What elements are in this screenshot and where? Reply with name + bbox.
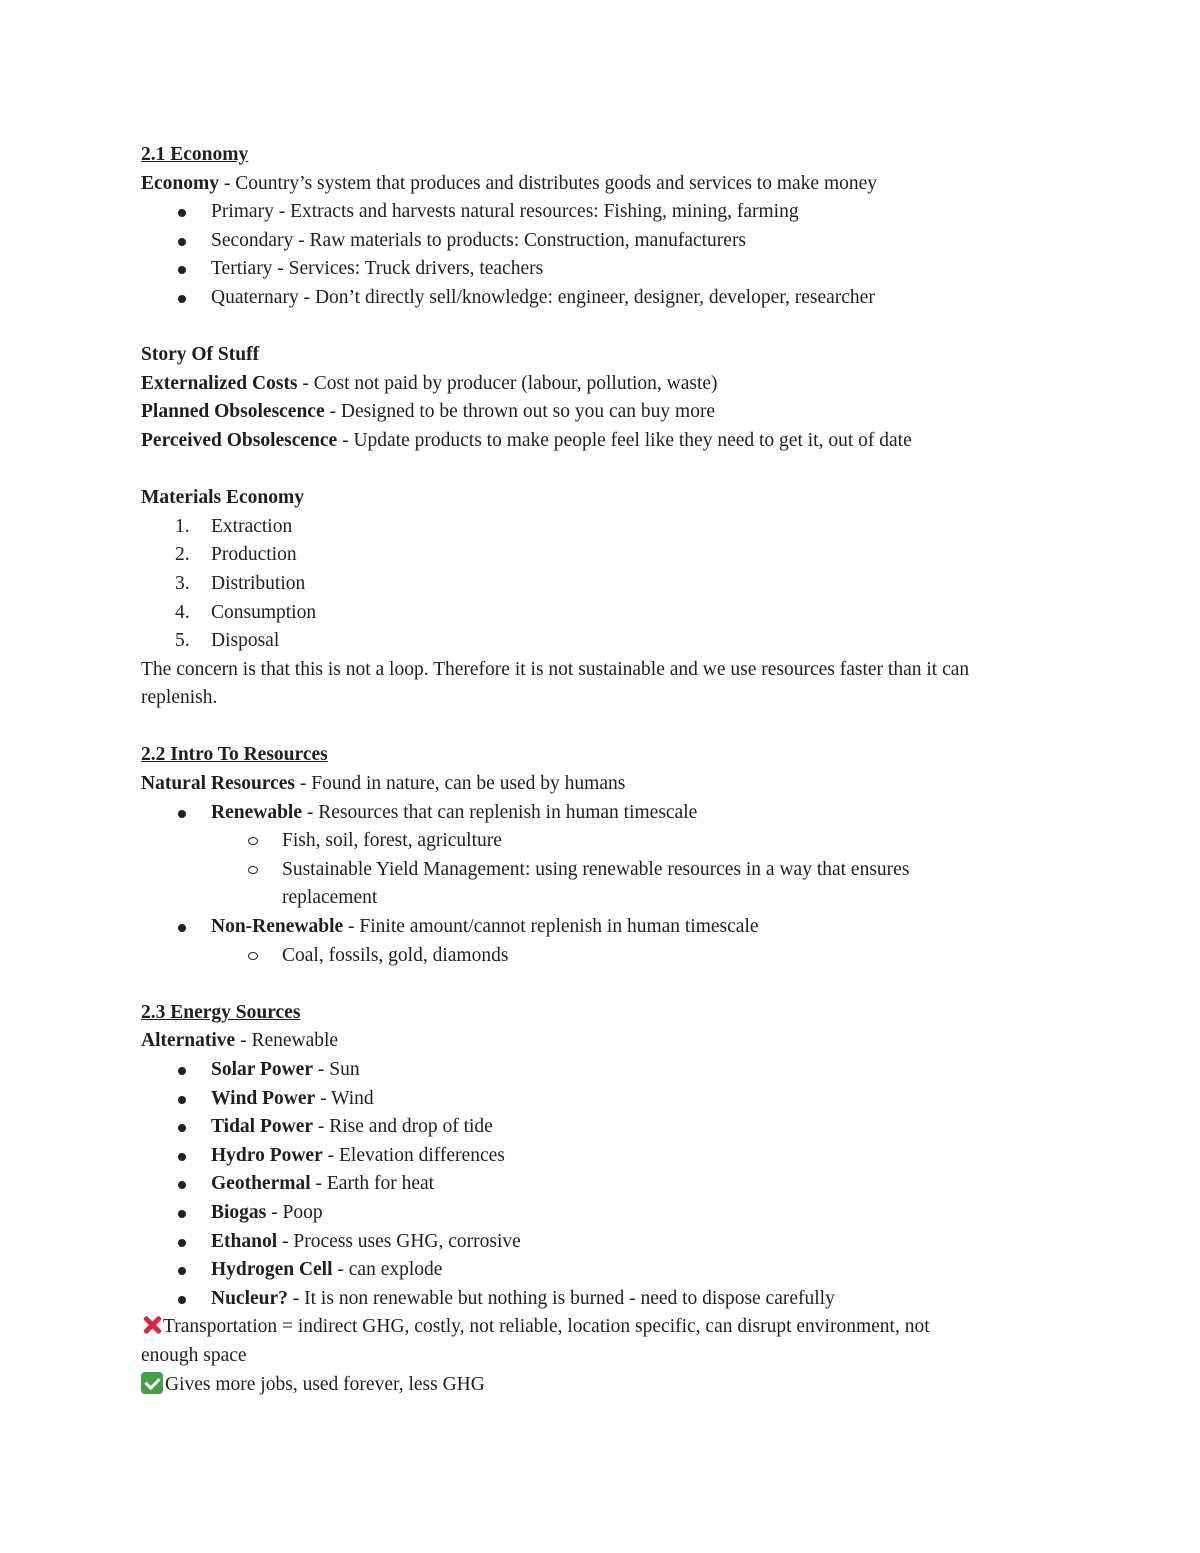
hollow-bullet-icon — [248, 866, 258, 874]
definition-text: - Sun — [313, 1059, 360, 1080]
bullet-icon — [178, 1096, 186, 1104]
definition-text: - can explode — [332, 1259, 443, 1281]
bullet-icon — [178, 1210, 186, 1218]
bullet-icon — [178, 209, 186, 217]
bullet-icon — [178, 924, 186, 932]
list-item — [141, 227, 1071, 256]
term: Hydrogen Cell — [211, 1259, 333, 1281]
definition-planned-obsolescence — [141, 398, 1071, 427]
list-item — [141, 1285, 1071, 1314]
bullet-icon — [178, 238, 186, 246]
definition-text: - Wind — [315, 1087, 374, 1109]
definition-text: - Country’s system that produces and distributes goods and services to make money — [219, 172, 878, 194]
list-item-text: Consumption — [211, 601, 317, 623]
term: Perceived Obsolescence — [141, 429, 338, 451]
numbered-item — [141, 599, 1071, 628]
term: Alternative — [141, 1030, 236, 1052]
term: Non-Renewable — [211, 916, 344, 938]
numbered-item — [141, 570, 1071, 599]
definition-externalized-costs — [141, 370, 1071, 399]
sub-list-item — [141, 827, 1071, 856]
list-item — [141, 1199, 1071, 1228]
concern-paragraph-line: The concern is that this is not a loop. Therefore it is not sustainable and we use resources faster than it can — [141, 658, 970, 680]
item-number: 3. — [175, 572, 190, 594]
list-item-text: Extraction — [211, 515, 293, 537]
check-mark-icon — [141, 1372, 163, 1394]
list-item-text: Sustainable Yield Management: using renewable resources in a way that ensures replacement — [282, 858, 910, 909]
definition-text: - It is non renewable but nothing is burned - need to dispose carefully — [287, 1287, 835, 1309]
list-item — [141, 1228, 1071, 1257]
definition-alternative — [141, 1027, 1071, 1056]
bullet-icon — [178, 1181, 186, 1189]
bullet-icon — [178, 266, 186, 274]
item-number: 4. — [175, 601, 190, 623]
concern-paragraph-line: replenish. — [141, 687, 218, 709]
bullet-icon — [178, 1124, 186, 1132]
list-item — [141, 255, 1071, 284]
term: Solar Power — [211, 1059, 313, 1080]
term: Economy — [141, 172, 219, 194]
list-item-text: Distribution — [211, 572, 306, 594]
cons-text: Transportation = indirect GHG, costly, not reliable, location specific, can disrupt environment, not — [163, 1316, 930, 1338]
list-item-text: Primary - Extracts and harvests natural resources: Fishing, mining, farming — [211, 201, 799, 223]
bullet-icon — [178, 1239, 186, 1247]
cons-line-continued: enough space — [141, 1344, 247, 1366]
definition-text: - Earth for heat — [310, 1173, 435, 1195]
term: Natural Resources — [141, 773, 295, 795]
term: Renewable — [211, 801, 302, 823]
definition-perceived-obsolescence — [141, 427, 1071, 456]
sub-list-item — [141, 942, 1071, 971]
document-page — [141, 141, 1071, 1399]
term: Planned Obsolescence — [141, 401, 325, 423]
pros-line — [141, 1371, 1071, 1400]
bullet-icon — [178, 810, 186, 818]
list-item — [141, 1256, 1071, 1285]
cons-line — [141, 1313, 1071, 1342]
numbered-item — [141, 513, 1071, 542]
definition-text: - Designed to be thrown out so you can buy more — [324, 401, 716, 423]
bullet-icon — [178, 1067, 186, 1075]
term: Ethanol — [211, 1230, 278, 1252]
list-item-text: Disposal — [211, 630, 280, 652]
term: Wind Power — [211, 1087, 316, 1109]
list-item-text: Fish, soil, forest, agriculture — [282, 830, 502, 852]
definition-text: - Elevation differences — [322, 1144, 505, 1166]
definition-text: - Update products to make people feel like they need to get it, out of date — [337, 429, 912, 451]
bullet-icon — [178, 295, 186, 303]
section-heading-resources: 2.2 Intro To Resources — [141, 744, 328, 766]
term: Externalized Costs — [141, 372, 298, 394]
list-item — [141, 1113, 1071, 1142]
list-item — [141, 1170, 1071, 1199]
list-item — [141, 913, 1071, 942]
term: Biogas — [211, 1201, 267, 1223]
bullet-icon — [178, 1153, 186, 1161]
cross-mark-icon — [141, 1314, 163, 1336]
hollow-bullet-icon — [248, 952, 258, 960]
list-item — [141, 1142, 1071, 1171]
list-item-text: Secondary - Raw materials to products: Construction, manufacturers — [211, 229, 747, 251]
list-item-text: Quaternary - Don’t directly sell/knowledge: engineer, designer, developer, researcher — [211, 286, 875, 308]
definition-text: - Finite amount/cannot replenish in human timescale — [343, 916, 759, 938]
list-item-text: Tertiary - Services: Truck drivers, teachers — [211, 258, 544, 280]
term: Nucleur? — [211, 1287, 288, 1309]
section-heading-energy: 2.3 Energy Sources — [141, 1001, 301, 1023]
bullet-icon — [178, 1296, 186, 1304]
definition-text: - Cost not paid by producer (labour, pollution, waste) — [297, 372, 718, 394]
definition-text: - Found in nature, can be used by humans — [295, 773, 626, 795]
numbered-item — [141, 627, 1071, 656]
bullet-icon — [178, 1267, 186, 1275]
numbered-item — [141, 541, 1071, 570]
term: Hydro Power — [211, 1144, 323, 1166]
item-number: 1. — [175, 515, 190, 537]
list-item — [141, 1085, 1071, 1114]
section-heading-economy: 2.1 Economy — [141, 144, 249, 165]
definition-text: - Process uses GHG, corrosive — [277, 1230, 521, 1252]
list-item — [141, 284, 1071, 313]
item-number: 2. — [175, 544, 190, 566]
definition-text: - Resources that can replenish in human timescale — [302, 801, 698, 823]
hollow-bullet-icon — [248, 837, 258, 845]
sub-list-item — [141, 856, 1071, 913]
definition-text: - Rise and drop of tide — [313, 1116, 493, 1138]
pros-text: Gives more jobs, used forever, less GHG — [165, 1373, 485, 1395]
term: Tidal Power — [211, 1116, 314, 1138]
list-item — [141, 198, 1071, 227]
definition-text: - Renewable — [235, 1030, 339, 1052]
list-item-text: Production — [211, 544, 297, 566]
list-item — [141, 799, 1071, 828]
list-item — [141, 1056, 1071, 1085]
subheading-materials-economy: Materials Economy — [141, 487, 305, 509]
definition-text: - Poop — [266, 1201, 323, 1223]
term: Geothermal — [211, 1173, 311, 1195]
item-number: 5. — [175, 630, 190, 652]
list-item-text: Coal, fossils, gold, diamonds — [282, 944, 509, 966]
definition-natural-resources — [141, 770, 1071, 799]
subheading-story-of-stuff: Story Of Stuff — [141, 344, 260, 366]
definition-economy — [141, 170, 1071, 199]
